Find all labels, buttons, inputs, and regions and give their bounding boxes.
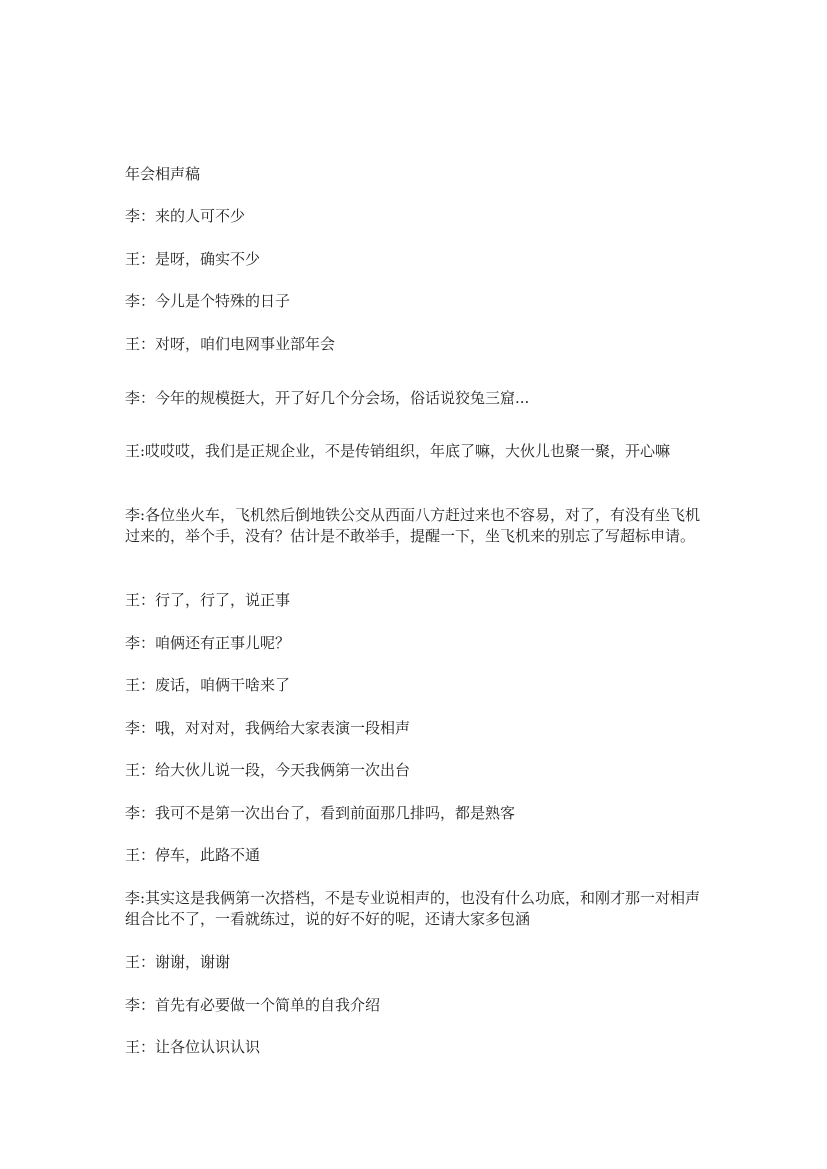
dialogue-line: 王：让各位认识认识 bbox=[125, 1038, 261, 1056]
dialogue-line: 李:各位坐火车，飞机然后倒地铁公交从西面八方赶过来也不容易，对了，有没有坐飞机过来的，举个手，没有？估计是不敢举手，提醒一下，坐飞机来的别忘了写超标申请。 bbox=[125, 506, 701, 545]
dialogue-line: 王：给大伙儿说一段，今天我俩第一次出台 bbox=[125, 761, 411, 779]
dialogue-line: 李：首先有必要做一个简单的自我介绍 bbox=[125, 996, 381, 1014]
dialogue-line: 王：停车，此路不通 bbox=[125, 846, 261, 864]
dialogue-line: 李:其实这是我俩第一次搭档，不是专业说相声的，也没有什么功底，和刚才那一对相声组合比不了，一看就练过，说的好不好的呢，还请大家多包涵 bbox=[125, 889, 701, 928]
dialogue-line: 李：今儿是个特殊的日子 bbox=[125, 292, 291, 310]
document-title: 年会相声稿 bbox=[125, 165, 201, 183]
dialogue-line: 李：今年的规模挺大，开了好几个分会场，俗话说狡兔三窟... bbox=[125, 389, 530, 407]
dialogue-line: 王:哎哎哎，我们是正规企业，不是传销组织，年底了嘛，大伙儿也聚一聚，开心嘛 bbox=[125, 442, 671, 460]
dialogue-line: 李：咱俩还有正事儿呢？ bbox=[125, 634, 291, 652]
dialogue-line: 李：来的人可不少 bbox=[125, 207, 246, 225]
dialogue-line: 王：谢谢，谢谢 bbox=[125, 953, 231, 971]
dialogue-line: 王：是呀，确实不少 bbox=[125, 250, 261, 268]
dialogue-line: 王：行了，行了，说正事 bbox=[125, 591, 291, 609]
dialogue-line: 李：我可不是第一次出台了，看到前面那几排吗，都是熟客 bbox=[125, 804, 516, 822]
dialogue-line: 李：哦，对对对，我俩给大家表演一段相声 bbox=[125, 719, 411, 737]
dialogue-line: 王：废话，咱俩干啥来了 bbox=[125, 676, 291, 694]
dialogue-line: 王：对呀，咱们电网事业部年会 bbox=[125, 335, 336, 353]
